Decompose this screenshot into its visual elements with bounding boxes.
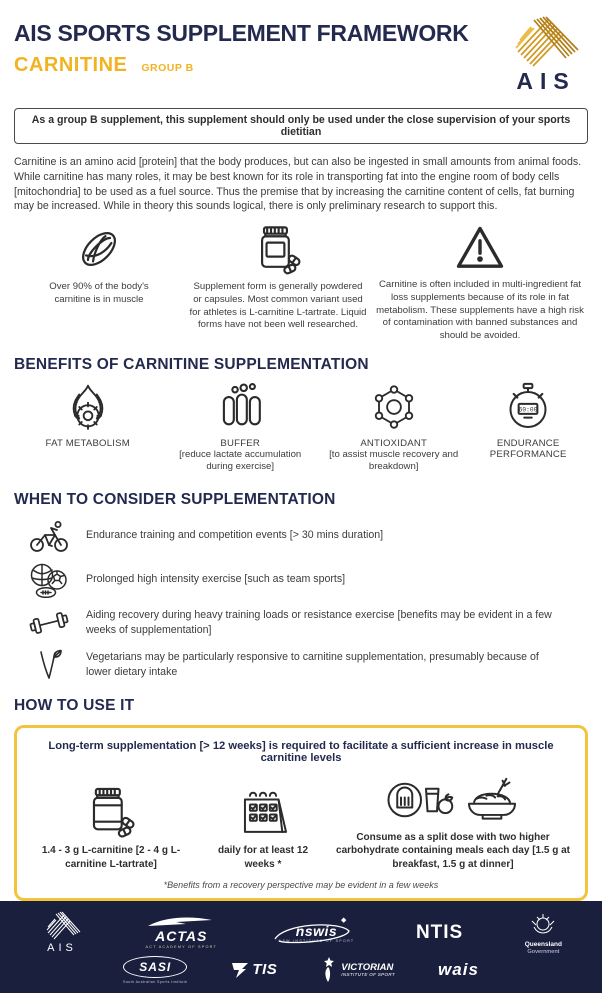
footer-logo-label: ACTAS [155, 928, 208, 945]
footer-logo-actas [146, 916, 217, 949]
benefit-sub: [to assist muscle recovery and breakdown] [329, 448, 459, 473]
footer-logo-ntis [416, 922, 463, 944]
when-item-recovery [14, 607, 588, 639]
when-list [14, 519, 588, 683]
supplement-name: CARNITINE [14, 54, 128, 76]
ais-ribbon-white-icon [40, 911, 84, 941]
how-heading: HOW TO USE IT [14, 696, 135, 714]
ais-logo-word: AIS [516, 68, 576, 94]
footer-logo-sublabel: South Australian Sports Institute [123, 979, 188, 984]
when-text: Vegetarians may be particularly responsive to carnitine supplementation, presumably because of lower dietary intake [86, 651, 539, 678]
when-text: Aiding recovery during heavy training loads or resistance exercise [benefits may be evident in a few weeks of supplementation] [86, 609, 552, 636]
fact-muscle [14, 223, 184, 306]
fact-text: Carnitine is often included in multi-ingredient fat loss supplements because of its role in fat metabolism. These supplements have a high risk of contamination with banned substances and should be avoided. [376, 279, 584, 341]
fact-text: Over 90% of the body's carnitine is in muscle [49, 281, 149, 305]
when-item-team-sports [14, 561, 588, 599]
page-title: AIS SPORTS SUPPLEMENT FRAMEWORK [14, 20, 469, 46]
fact-contamination-warning [372, 223, 588, 342]
footer-logo-sublabel: ACT ACADEMY OF SPORT [145, 945, 218, 950]
benefits-row [14, 382, 588, 474]
footer-logo-sublabel: Government [527, 948, 560, 955]
footer-logo-queensland [525, 911, 562, 955]
vegetarian-icon [28, 647, 70, 683]
vis-figure-icon [320, 955, 338, 985]
footer-logo-label: TIS [252, 961, 278, 979]
step-text: Consume as a split dose with two higher carbohydrate containing meals each day [1.5 g at breakfast, 1.5 g at dinner] [336, 831, 570, 870]
tis-flag-icon [230, 960, 250, 980]
footer-logo-vis [320, 955, 395, 985]
benefits-heading: BENEFITS OF CARNITINE SUPPLEMENTATION [14, 355, 369, 373]
footer-logo-label: AIS [47, 942, 77, 955]
benefit-sub: [reduce lactate accumulation during exercise] [179, 448, 302, 473]
how-steps [27, 776, 575, 872]
vis-text [341, 963, 395, 978]
jar-capsules-icon [82, 785, 140, 837]
queensland-crest-icon [528, 911, 558, 941]
buffer-icon [214, 382, 266, 432]
footer-logo-sublabel: INSTITUTE OF SPORT [341, 972, 396, 978]
footer-logo-label: VICTORIAN [341, 961, 394, 973]
benefit-buffer [161, 382, 318, 474]
muscle-icon [73, 223, 125, 275]
footer-row-2 [30, 955, 572, 985]
when-heading: WHEN TO CONSIDER SUPPLEMENTATION [14, 490, 336, 508]
footer-logo-ais [40, 911, 84, 954]
footer-logo-wais [438, 960, 479, 980]
footer-row-1 [30, 911, 572, 955]
step-text: daily for at least 12 weeks * [217, 845, 309, 870]
stopwatch-display: 60:00 [518, 406, 538, 414]
footer-logo-nswis [278, 916, 355, 943]
when-text: Prolonged high intensity exercise [such as team sports] [86, 573, 346, 586]
footer-logo-sasi [123, 956, 187, 984]
antioxidant-icon [369, 382, 419, 432]
stopwatch-icon [503, 382, 553, 432]
header-titles [14, 20, 469, 77]
footer [0, 901, 602, 993]
step-text: 1.4 - 3 g L-carnitine [2 - 4 g L-carnitine L-tartrate] [41, 845, 181, 870]
benefit-label: ANTIOXIDANT [360, 437, 428, 449]
fact-row [14, 223, 588, 342]
footer-logo-label: Queensland [524, 941, 562, 949]
calendar-icon [235, 787, 291, 837]
nswis-diamond-icon: ◆ [341, 916, 347, 924]
ais-logo [504, 14, 582, 95]
benefit-antioxidant [319, 382, 468, 474]
footer-logo-label: SASI [123, 956, 187, 978]
cyclist-icon [28, 519, 70, 553]
group-badge: GROUP B [141, 62, 194, 74]
ais-ribbon-icon [504, 14, 582, 70]
fact-text: Supplement form is generally powdered or capsules. Most common variant used for athletes is L-carnitine L-tartrate. Liquid forms have not been well researched. [189, 281, 367, 331]
when-item-endurance [14, 519, 588, 553]
footer-logo-label: nswis [295, 922, 338, 939]
fat-metabolism-icon [63, 382, 113, 432]
footer-logo-label: NTIS [415, 921, 464, 943]
step-dose [27, 785, 195, 871]
step-meals [331, 776, 575, 872]
supplement-jar-icon [250, 223, 306, 275]
dumbbell-icon [28, 607, 70, 639]
benefit-label: BUFFER [220, 437, 260, 449]
when-item-vegetarians [14, 647, 588, 683]
how-to-use-box [14, 725, 588, 902]
benefit-endurance [468, 382, 588, 474]
team-sports-icon [28, 561, 70, 599]
footer-logo-label: wais [438, 959, 479, 979]
supplement-row [14, 54, 469, 77]
meals-icon [386, 776, 520, 824]
when-text: Endurance training and competition events [> 30 mins duration] [86, 529, 384, 542]
step-duration [195, 787, 331, 871]
nswis-swoosh-icon [269, 919, 355, 947]
footer-logo-tis [230, 960, 277, 980]
header [14, 20, 588, 95]
fact-supplement-form [184, 223, 372, 332]
benefit-label: FAT METABOLISM [45, 437, 130, 449]
benefit-fat-metabolism [14, 382, 161, 474]
group-b-notice: As a group B supplement, this supplement should only be used under the close supervision of your sports dietitian [14, 108, 588, 144]
intro-paragraph: Carnitine is an amino acid [protein] that the body produces, but can also be ingested in small amounts from animal foods. While carnitine has many roles, it may be best known for its role in transporting fat into the engine room of body cells [mitochondria] to be used as a fuel source. Thus the premise that by increasing the carnitine content of cells, fat burning may be increased. While in theory this sounds logical, there is only preliminary research to support this. [14, 156, 582, 213]
benefit-label: ENDURANCE PERFORMANCE [489, 437, 567, 460]
how-footnote: *Benefits from a recovery perspective may be evident in a few weeks [163, 880, 439, 891]
footer-logo-sublabel: NSW INSTITUTE OF SPORT [278, 938, 355, 943]
actas-swoosh-icon [146, 916, 216, 928]
warning-icon [454, 223, 506, 273]
how-box-title: Long-term supplementation [> 12 weeks] is required to facilitate a sufficient increase in muscle carnitine levels [48, 739, 554, 764]
